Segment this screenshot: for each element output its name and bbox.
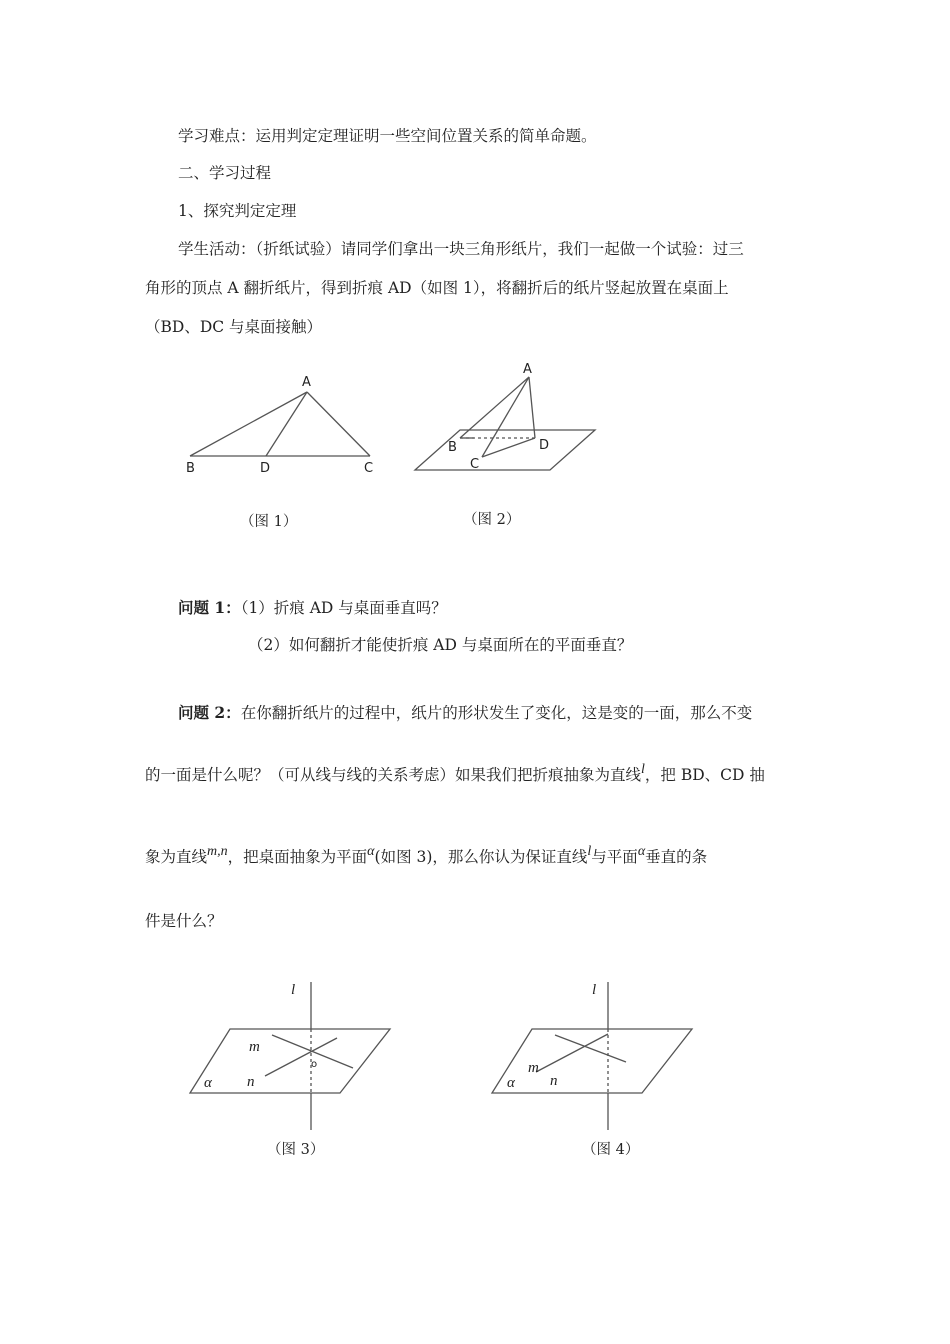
fig2-edge-ad	[529, 377, 535, 438]
fig2-label-c: C	[470, 457, 480, 472]
question-1-part-b: （2）如何翻折才能使折痕 AD 与桌面所在的平面垂直？	[248, 636, 633, 654]
fig4-label-alpha: α	[507, 1075, 515, 1091]
fig2-table-plane	[415, 430, 595, 470]
figure-2-caption: （图 2）	[463, 512, 521, 528]
question-2-line-1	[178, 702, 752, 724]
fig1-edge-ad	[266, 392, 307, 456]
question-1-label: 问题 1：	[178, 598, 241, 617]
figure-3-caption: （图 3）	[267, 1142, 325, 1158]
subsection-heading: 1、探究判定定理	[178, 202, 297, 220]
question-2-line-4: 件是什么？	[145, 912, 223, 930]
question-1	[178, 597, 447, 619]
question-2-text-3e: 垂直的条	[645, 848, 708, 866]
section-heading: 二、学习过程	[178, 164, 272, 182]
question-2-text-3d: 与平面	[591, 848, 638, 866]
question-2-line-2	[145, 764, 765, 788]
question-2-label: 问题 2：	[178, 703, 241, 722]
fig2-edge-ab	[460, 377, 529, 438]
question-2-text-3b: ，把桌面抽象为平面	[227, 848, 368, 866]
symbol-alpha-2: α	[637, 844, 646, 859]
question-1-part-a: （1）折痕 AD 与桌面垂直吗？	[240, 599, 447, 617]
fig3-plane-alpha	[190, 1029, 390, 1093]
fig1-edge-ac	[307, 392, 370, 456]
figure-4	[490, 980, 705, 1130]
figure-1-caption: （图 1）	[240, 514, 298, 530]
fig1-label-b: B	[186, 461, 195, 476]
fig3-label-alpha: α	[204, 1075, 212, 1091]
symbol-l: l	[641, 762, 645, 777]
fig4-label-m: m	[528, 1060, 539, 1076]
fig1-edge-ab	[190, 392, 307, 456]
symbol-alpha: α	[367, 844, 375, 859]
activity-line-3: （BD、DC 与桌面接触）	[145, 318, 323, 336]
fig4-label-l: l	[592, 982, 597, 998]
symbol-mn: m,n	[207, 844, 228, 859]
fig3-label-n: n	[247, 1074, 255, 1090]
difficulty-line: 学习难点：运用判定定理证明一些空间位置关系的简单命题。	[178, 127, 597, 145]
fig3-label-l: l	[291, 982, 296, 998]
fig1-label-d: D	[260, 461, 271, 476]
question-2-text-3c: (如图 3)，那么你认为保证直线	[374, 848, 588, 866]
question-2-text-2b: ，把 BD、CD 抽	[644, 766, 765, 784]
fig2-label-a: A	[523, 362, 532, 377]
figure-4-caption: （图 4）	[582, 1142, 640, 1158]
fig4-line-n	[536, 1034, 608, 1072]
activity-line-1: 学生活动：（折纸试验）请同学们拿出一块三角形纸片，我们一起做一个试验：过三	[178, 240, 744, 258]
fig3-label-m: m	[249, 1039, 260, 1055]
figure-3	[185, 980, 400, 1130]
activity-line-2: 角形的顶点 A 翻折纸片，得到折痕 AD（如图 1），将翻折后的纸片竖起放置在桌面上	[145, 279, 729, 297]
fig3-label-o: o	[311, 1059, 318, 1070]
fig2-edge-dc	[482, 438, 535, 457]
question-2-text-2a: 的一面是什么呢？（可从线与线的关系考虑）如果我们把折痕抽象为直线	[145, 766, 642, 784]
fig4-line-m	[555, 1035, 626, 1062]
question-2-text-3a: 象为直线	[145, 848, 208, 866]
question-2-line-3	[145, 846, 707, 870]
fig2-label-d: D	[539, 438, 550, 453]
question-2-text-1: 在你翻折纸片的过程中，纸片的形状发生了变化，这是变的一面，那么不变	[240, 704, 753, 722]
fig4-label-n: n	[550, 1073, 558, 1089]
fig1-label-a: A	[302, 375, 311, 390]
fig2-label-b: B	[448, 440, 457, 455]
figure-2	[410, 360, 610, 480]
fig1-label-c: C	[364, 461, 374, 476]
figure-1	[180, 370, 400, 480]
fig2-edge-ac	[482, 377, 529, 457]
symbol-l-2: l	[587, 844, 592, 859]
fig4-plane-alpha	[492, 1029, 692, 1093]
